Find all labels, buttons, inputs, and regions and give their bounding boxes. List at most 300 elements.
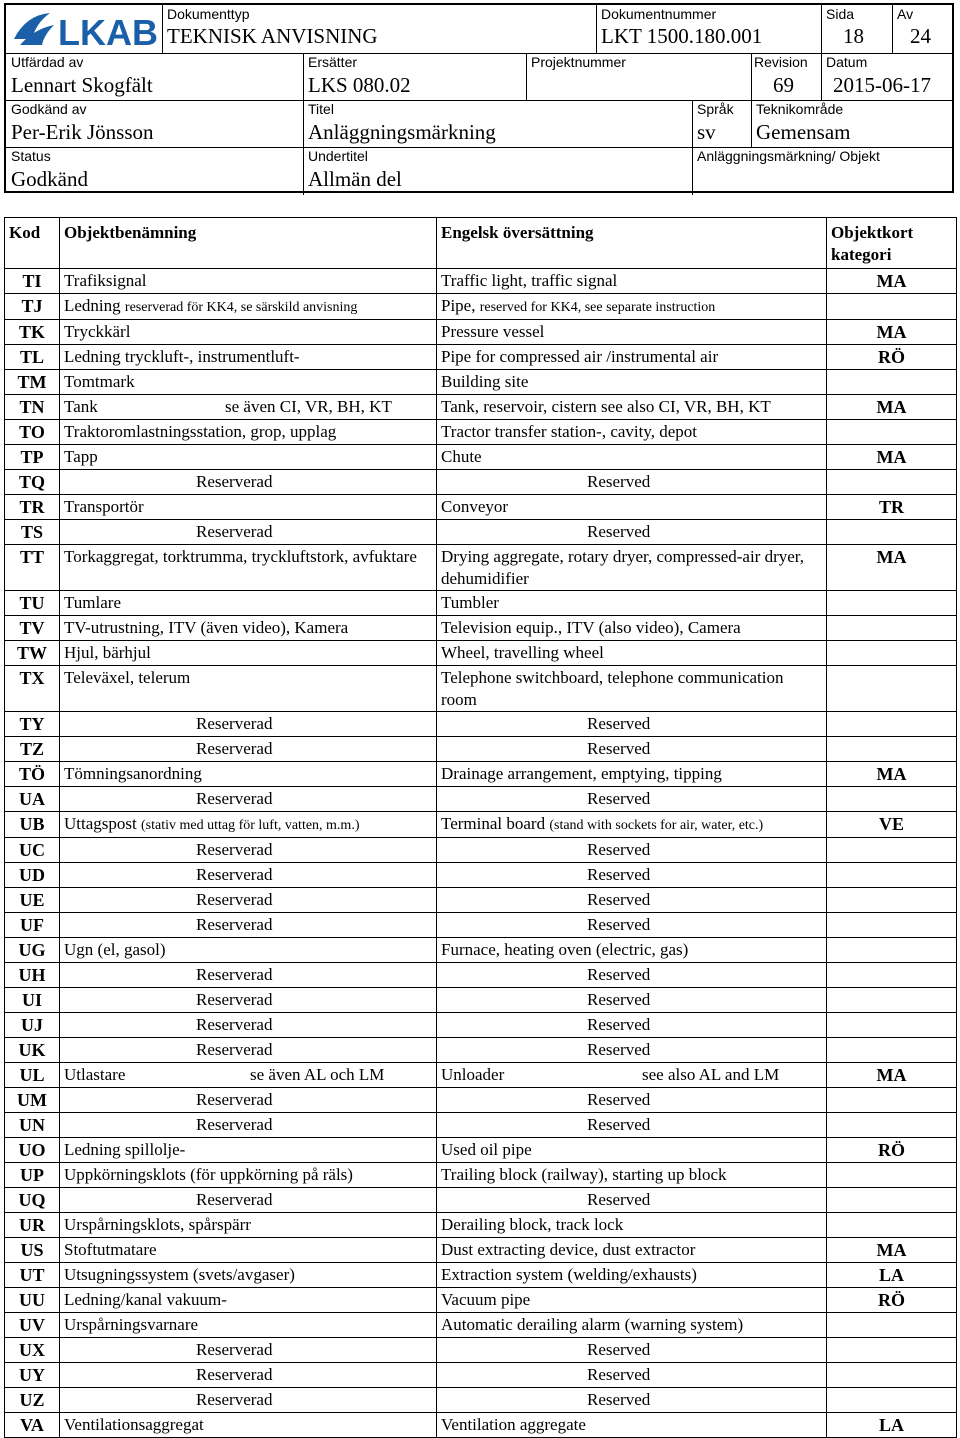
object-category (827, 1313, 957, 1338)
subtitle-label: Undertitel (308, 148, 368, 164)
object-name-sv (60, 520, 437, 545)
table-row (5, 963, 957, 988)
object-name-en (437, 812, 827, 838)
object-category (827, 712, 957, 737)
name-en-text: Reserved (587, 1090, 651, 1109)
object-code: TR (5, 495, 60, 520)
object-code: UI (5, 988, 60, 1013)
column-header-code: Kod (5, 218, 60, 269)
object-name-sv (60, 420, 437, 445)
table-row (5, 1038, 957, 1063)
name-sv-text: Tryckkärl (64, 322, 131, 341)
table-row (5, 1338, 957, 1363)
object-name-en (437, 737, 827, 762)
name-en-text: Reserved (587, 840, 651, 859)
name-en-text: Traffic light, traffic signal (441, 271, 618, 290)
name-sv-text: Televäxel, telerum (64, 668, 191, 687)
object-name-sv (60, 1213, 437, 1238)
table-row (5, 445, 957, 470)
replaces: LKS 080.02 (308, 73, 411, 97)
table-row (5, 787, 957, 812)
table-row (5, 666, 957, 712)
object-code: UH (5, 963, 60, 988)
table-row (5, 1063, 957, 1088)
object-code: UR (5, 1213, 60, 1238)
name-en-text: Conveyor (441, 497, 509, 516)
name-sv-text: Stoftutmatare (64, 1240, 157, 1259)
object-code: UC (5, 838, 60, 863)
table-row (5, 1163, 957, 1188)
name-sv-text: Reserverad (196, 1190, 273, 1209)
object-name-en (437, 445, 827, 470)
table-row (5, 520, 957, 545)
name-en-text: Reserved (587, 1015, 651, 1034)
object-name-sv (60, 963, 437, 988)
object-code: UU (5, 1288, 60, 1313)
object-name-en (437, 1213, 827, 1238)
object-code: UY (5, 1363, 60, 1388)
object-name-en (437, 1413, 827, 1438)
name-sv-text: Utsugningssystem (svets/avgaser) (64, 1265, 295, 1284)
name-en-text: Television equip., ITV (also video), Camera (441, 618, 741, 637)
object-name-sv (60, 838, 437, 863)
object-name-sv (60, 495, 437, 520)
object-code-table (4, 217, 957, 1438)
name-en-text: Reserved (587, 1340, 651, 1359)
name-sv-text: Ledning (64, 296, 121, 315)
table-row (5, 812, 957, 838)
name-sv-text: TV-utrustning, ITV (även video), Kamera (64, 618, 349, 637)
object-code: TQ (5, 470, 60, 495)
name-sv-text: Torkaggregat, torktrumma, tryckluftstork, avfuktare (64, 547, 417, 566)
object-name-en (437, 370, 827, 395)
table-row (5, 269, 957, 294)
object-code: TO (5, 420, 60, 445)
table-row (5, 320, 957, 345)
name-sv-text: Reserverad (196, 472, 273, 491)
table-row (5, 345, 957, 370)
object-category: MA (827, 1063, 957, 1088)
object-code: TJ (5, 294, 60, 320)
object-category (827, 616, 957, 641)
object-category (827, 838, 957, 863)
tech-area-label: Teknikområde (756, 101, 844, 117)
object-category (827, 1338, 957, 1363)
object-code: US (5, 1238, 60, 1263)
object-code: TK (5, 320, 60, 345)
object-name-en (437, 938, 827, 963)
approved-by-cell (6, 100, 303, 147)
object-name-en (437, 420, 827, 445)
title-cell (303, 100, 692, 147)
object-code: UA (5, 787, 60, 812)
table-row (5, 1113, 957, 1138)
object-code: TZ (5, 737, 60, 762)
object-name-sv (60, 1388, 437, 1413)
name-sv-text: Ledning tryckluft-, instrumentluft- (64, 347, 300, 366)
object-name-en (437, 1313, 827, 1338)
object-code: TU (5, 591, 60, 616)
object-code: UF (5, 913, 60, 938)
object-category: RÖ (827, 1138, 957, 1163)
name-en-text: Dust extracting device, dust extractor (441, 1240, 696, 1259)
approved-by-label: Godkänd av (11, 101, 87, 117)
revision: 69 (773, 73, 794, 97)
object-name-sv (60, 1338, 437, 1363)
name-sv-text: Uppkörningsklots (för uppkörning på räls) (64, 1165, 353, 1184)
object-name-sv (60, 712, 437, 737)
object-name-en (437, 320, 827, 345)
object-name-en (437, 545, 827, 591)
object-name-en (437, 470, 827, 495)
object-category (827, 1213, 957, 1238)
table-body (5, 269, 957, 1438)
language: sv (697, 120, 716, 144)
object-name-sv (60, 988, 437, 1013)
object-category: LA (827, 1413, 957, 1438)
name-sv-text: Reserverad (196, 1365, 273, 1384)
object-category (827, 863, 957, 888)
object-name-sv (60, 938, 437, 963)
name-sv-text: Reserverad (196, 1115, 273, 1134)
object-category (827, 591, 957, 616)
name-en-text: Extraction system (welding/exhausts) (441, 1265, 697, 1284)
object-name-sv (60, 591, 437, 616)
object-name-en (437, 988, 827, 1013)
object-name-en (437, 1113, 827, 1138)
name-en-text: Automatic derailing alarm (warning system) (441, 1315, 744, 1334)
object-code: UN (5, 1113, 60, 1138)
table-row (5, 762, 957, 787)
object-name-en (437, 1013, 827, 1038)
object-code: TL (5, 345, 60, 370)
table-row (5, 591, 957, 616)
name-en-text: Reserved (587, 1040, 651, 1059)
column-header-name: Objektbenämning (60, 218, 437, 269)
name-en-text: Reserved (587, 522, 651, 541)
object-code: UD (5, 863, 60, 888)
name-en-text: Reserved (587, 789, 651, 808)
object-category (827, 1013, 957, 1038)
object-category (827, 1088, 957, 1113)
object-code: UV (5, 1313, 60, 1338)
object-name-sv (60, 1138, 437, 1163)
table-row (5, 1213, 957, 1238)
object-category (827, 420, 957, 445)
name-sv-text: Uttagspost (64, 814, 137, 833)
object-name-en (437, 395, 827, 420)
object-name-sv (60, 545, 437, 591)
name-en-text: Trailing block (railway), starting up block (441, 1165, 727, 1184)
object-name-sv (60, 666, 437, 712)
object-name-en (437, 641, 827, 666)
object-name-en (437, 1363, 827, 1388)
object-category (827, 1038, 957, 1063)
object-code: TT (5, 545, 60, 591)
object-name-en (437, 1063, 827, 1088)
name-sv-text: Tomtmark (64, 372, 135, 391)
object-category: MA (827, 545, 957, 591)
object-code: VA (5, 1413, 60, 1438)
object-name-en (437, 1163, 827, 1188)
object-category (827, 470, 957, 495)
table-row (5, 395, 957, 420)
name-en-text: Reserved (587, 1190, 651, 1209)
object-category: VE (827, 812, 957, 838)
column-header-category: Objektkort kategori (827, 218, 957, 269)
object-name-sv (60, 913, 437, 938)
name-sv-text: Transportör (64, 497, 144, 516)
name-en-text: Reserved (587, 915, 651, 934)
object-code: UX (5, 1338, 60, 1363)
name-sv-text: Reserverad (196, 739, 273, 758)
object-name-sv (60, 1313, 437, 1338)
name-en-text: Reserved (587, 1115, 651, 1134)
object-name-sv (60, 1063, 437, 1088)
table-row (5, 370, 957, 395)
name-sv-text: Tömningsanordning (64, 764, 202, 783)
object-name-sv (60, 888, 437, 913)
object-category: MA (827, 395, 957, 420)
object-category (827, 1363, 957, 1388)
name-en-text: Drying aggregate, rotary dryer, compressed-air dryer, dehumidifier (441, 547, 805, 588)
object-category: MA (827, 320, 957, 345)
object-category (827, 294, 957, 320)
name-en-text: Ventilation aggregate (441, 1415, 586, 1434)
column-header-english: Engelsk översättning (437, 218, 827, 269)
object-category (827, 1113, 957, 1138)
object-name-en (437, 863, 827, 888)
name-sv-text: Tapp (64, 447, 98, 466)
doc-number-cell (596, 5, 821, 53)
project-cell (526, 53, 751, 100)
object-name-sv (60, 812, 437, 838)
name-en-note: (stand with sockets for air, water, etc.) (549, 818, 764, 833)
object-category: MA (827, 1238, 957, 1263)
name-sv-text: Hjul, bärhjul (64, 643, 151, 662)
name-sv-note: reserverad för KK4, se särskild anvisning (124, 300, 358, 315)
revision-cell (751, 53, 821, 100)
object-name-en (437, 838, 827, 863)
table-row (5, 1388, 957, 1413)
date-label: Datum (826, 54, 868, 70)
subtitle: Allmän del (308, 167, 402, 191)
name-sv-text: Reserverad (196, 840, 273, 859)
table-row (5, 1088, 957, 1113)
name-sv-text: Reserverad (196, 1340, 273, 1359)
object-name-sv (60, 1113, 437, 1138)
object-name-sv (60, 269, 437, 294)
object-name-en (437, 269, 827, 294)
page-number: 18 (843, 24, 864, 48)
object-name-sv (60, 1263, 437, 1288)
object-code: UO (5, 1138, 60, 1163)
object-name-sv (60, 470, 437, 495)
name-sv-text: Reserverad (196, 915, 273, 934)
name-sv-text: Reserverad (196, 890, 273, 909)
lkab-logo (12, 9, 162, 51)
name-sv-text: Reserverad (196, 965, 273, 984)
name-sv-text: Reserverad (196, 990, 273, 1009)
name-sv-see-also: se även AL och LM (250, 1065, 385, 1084)
object-category (827, 370, 957, 395)
name-sv-text: Utlastare (64, 1065, 126, 1084)
object-name-sv (60, 787, 437, 812)
table-row (5, 294, 957, 320)
object-category (827, 520, 957, 545)
object-category: MA (827, 269, 957, 294)
object-category (827, 938, 957, 963)
object-category: RÖ (827, 345, 957, 370)
date-cell (821, 53, 952, 100)
table-row (5, 1238, 957, 1263)
name-en-text: Tumbler (441, 593, 499, 612)
table-row (5, 988, 957, 1013)
table-row (5, 470, 957, 495)
document-header (4, 3, 954, 193)
name-en-text: Vacuum pipe (441, 1290, 531, 1309)
name-sv-text: Ledning spillolje- (64, 1140, 186, 1159)
object-name-sv (60, 737, 437, 762)
name-en-text: Reserved (587, 890, 651, 909)
doc-type: TEKNISK ANVISNING (167, 24, 378, 48)
object-code: TN (5, 395, 60, 420)
replaces-cell (303, 53, 526, 100)
object-name-en (437, 495, 827, 520)
object-category (827, 1388, 957, 1413)
table-row (5, 420, 957, 445)
name-en-text: Derailing block, track lock (441, 1215, 624, 1234)
object-name-en (437, 1263, 827, 1288)
object-code: TM (5, 370, 60, 395)
object-name-sv (60, 762, 437, 787)
name-sv-text: Ledning/kanal vakuum- (64, 1290, 227, 1309)
name-sv-note: (stativ med uttag för luft, vatten, m.m.) (140, 818, 360, 833)
logo-text: LKAB (58, 12, 158, 51)
object-name-en (437, 294, 827, 320)
object-name-en (437, 762, 827, 787)
table-row (5, 863, 957, 888)
table-row (5, 888, 957, 913)
name-en-text: Building site (441, 372, 529, 391)
object-code: UJ (5, 1013, 60, 1038)
name-en-text: Reserved (587, 1390, 651, 1409)
name-sv-text: Reserverad (196, 1015, 273, 1034)
doc-type-cell (162, 5, 596, 53)
object-name-en (437, 1238, 827, 1263)
object-name-sv (60, 1088, 437, 1113)
object-code: UQ (5, 1188, 60, 1213)
object-name-sv (60, 1413, 437, 1438)
category-path: Anläggningsmärkning/ Objekt (697, 148, 880, 164)
status: Godkänd (11, 167, 88, 191)
object-name-en (437, 666, 827, 712)
name-en-text: Pressure vessel (441, 322, 545, 341)
name-sv-text: Tank (64, 397, 98, 416)
object-name-en (437, 1138, 827, 1163)
object-code: UT (5, 1263, 60, 1288)
object-code: UG (5, 938, 60, 963)
revision-label: Revision (754, 54, 808, 70)
object-category (827, 641, 957, 666)
object-code: UP (5, 1163, 60, 1188)
name-sv-text: Traktoromlastningsstation, grop, upplag (64, 422, 337, 441)
object-name-en (437, 345, 827, 370)
replaces-label: Ersätter (308, 54, 358, 70)
table-row (5, 913, 957, 938)
object-category: MA (827, 762, 957, 787)
issued-by: Lennart Skogfält (11, 73, 153, 97)
object-code: UZ (5, 1388, 60, 1413)
page-label: Sida (826, 6, 855, 22)
table-row (5, 1363, 957, 1388)
table-row (5, 1288, 957, 1313)
object-name-en (437, 1038, 827, 1063)
object-name-en (437, 913, 827, 938)
object-category (827, 888, 957, 913)
approved-by: Per-Erik Jönsson (11, 120, 154, 144)
object-name-sv (60, 1038, 437, 1063)
name-en-text: Reserved (587, 865, 651, 884)
name-sv-text: Trafiksignal (64, 271, 147, 290)
object-name-en (437, 616, 827, 641)
name-en-text: Tank, reservoir, cistern see also (441, 397, 655, 416)
doc-number: LKT 1500.180.001 (601, 24, 763, 48)
table-row (5, 1138, 957, 1163)
object-code: TY (5, 712, 60, 737)
name-en-note: CI, VR, BH, KT (658, 397, 771, 416)
name-en-text: Reserved (587, 990, 651, 1009)
object-name-sv (60, 616, 437, 641)
name-sv-text: Reserverad (196, 714, 273, 733)
object-name-en (437, 888, 827, 913)
tech-area: Gemensam (756, 120, 851, 144)
object-name-sv (60, 345, 437, 370)
name-sv-text: Reserverad (196, 789, 273, 808)
name-en-text: Reserved (587, 1365, 651, 1384)
language-cell (692, 100, 751, 147)
object-code: UK (5, 1038, 60, 1063)
object-code: TI (5, 269, 60, 294)
name-sv-text: Tumlare (64, 593, 121, 612)
object-category: RÖ (827, 1288, 957, 1313)
table-row (5, 1313, 957, 1338)
table-row (5, 641, 957, 666)
status-label: Status (11, 148, 51, 164)
project-label: Projektnummer (531, 54, 626, 70)
name-en-text: Terminal board (441, 814, 546, 833)
object-name-sv (60, 1188, 437, 1213)
object-name-sv (60, 863, 437, 888)
doc-number-label: Dokumentnummer (601, 6, 717, 22)
object-category: TR (827, 495, 957, 520)
object-name-en (437, 1388, 827, 1413)
object-name-sv (60, 294, 437, 320)
name-en-text: Used oil pipe (441, 1140, 532, 1159)
table-row (5, 1263, 957, 1288)
category-path-cell (692, 147, 952, 193)
name-en-text: Unloader (441, 1065, 505, 1084)
object-category (827, 913, 957, 938)
table-row (5, 1188, 957, 1213)
name-en-text: Pipe, (441, 296, 476, 315)
name-en-text: Reserved (587, 472, 651, 491)
subtitle-cell (303, 147, 692, 193)
object-name-en (437, 1288, 827, 1313)
issued-by-label: Utfärdad av (11, 54, 84, 70)
title: Anläggningsmärkning (308, 120, 496, 144)
object-category (827, 737, 957, 762)
